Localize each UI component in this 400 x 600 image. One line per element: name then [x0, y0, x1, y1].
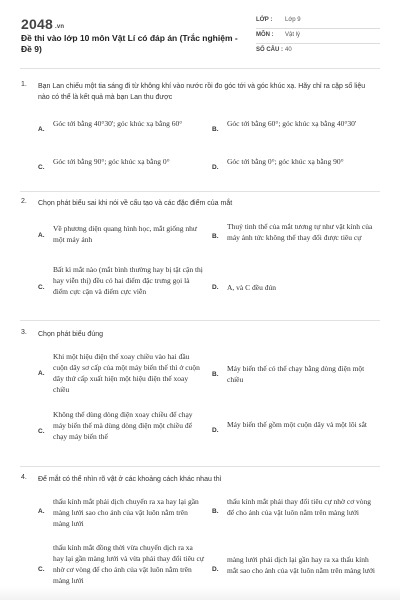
info-row-class [256, 14, 380, 29]
option-label: C. [38, 164, 45, 171]
question-text: Bạn Lan chiếu một tia sáng đi từ không khí vào nước rồi đo góc tới và góc khúc xạ. Hãy chỉ ra cặp số liệu nào có thể là kết quả mà bạn Lan thu được [38, 83, 366, 101]
option-2b[interactable] [212, 221, 380, 257]
option-text: Góc tới bằng 60°; góc khúc xạ bằng 40°30' [227, 119, 357, 128]
option-2a[interactable] [38, 223, 208, 257]
option-2c[interactable] [38, 264, 208, 312]
option-4a[interactable] [38, 496, 208, 530]
option-text: Góc tới bằng 0°; góc khúc xạ bằng 90° [227, 157, 344, 166]
option-3d[interactable] [212, 419, 380, 443]
header [0, 0, 400, 64]
option-label: C. [38, 566, 45, 573]
question-number: 1. [21, 81, 27, 88]
option-label: D. [212, 284, 219, 291]
question-text: Chọn phát biểu đúng [38, 331, 103, 338]
option-text: Về phương diện quang hình học, mắt giống như một máy ảnh [53, 224, 197, 244]
question-text: Để mắt có thể nhìn rõ vật ở các khoảng cách khác nhau thì [38, 476, 222, 483]
page-title: Đề thi vào lớp 10 môn Vật Lí có đáp án (Trắc nghiệm - Đề 9) [21, 33, 238, 54]
option-1b[interactable] [212, 118, 380, 146]
info-value: Vật lý [285, 32, 301, 38]
option-1a[interactable] [38, 118, 203, 146]
option-label: D. [212, 427, 219, 434]
bottom-fade [0, 586, 400, 600]
option-text: A, và C đều đún [227, 283, 276, 292]
question-number: 4. [21, 474, 27, 481]
option-text: thấu kính mắt phải dịch chuyển ra xa hay lại gần màng lưới sao cho ảnh của vật luôn nằm trên màng lưới [53, 497, 199, 528]
option-label: D. [212, 164, 219, 171]
option-3a[interactable] [38, 351, 208, 397]
option-2d[interactable] [212, 282, 380, 296]
info-value: 40 [285, 47, 292, 53]
option-label: C. [38, 284, 45, 291]
divider [20, 191, 380, 192]
option-label: B. [212, 371, 219, 378]
option-3b[interactable] [212, 363, 380, 387]
question-text: Chọn phát biểu sai khi nói về cấu tạo và các đặc điểm của mắt [38, 200, 233, 207]
option-text: Khi một hiệu điện thế xoay chiều vào hai đầu cuộn dây sơ cấp của một máy biến thế thì ở cuộn dây thứ cấp xuất hiện một hiệu điện thế xoay chiều [53, 352, 200, 394]
option-text: Góc tới bằng 40°30'; góc khúc xạ bằng 60° [53, 119, 183, 128]
option-label: D. [212, 566, 219, 573]
site-logo[interactable] [21, 16, 64, 32]
option-label: A. [38, 508, 45, 515]
info-label: MÔN : [256, 32, 274, 38]
option-text: Góc tới bằng 90°; góc khúc xạ bằng 0° [53, 157, 170, 166]
info-label: LỚP : [256, 17, 273, 23]
divider [20, 320, 380, 321]
option-text: Máy biến thế gồm một cuộn dây và một lõi sắt [227, 420, 367, 429]
option-label: B. [212, 233, 219, 240]
option-label: A. [38, 232, 45, 239]
question-number: 2. [21, 198, 27, 205]
option-1c[interactable] [38, 156, 203, 184]
info-row-subject [256, 29, 380, 44]
option-text: Bất kì mắt nào (mắt bình thường hay bị tật cận thị hay viễn thị) đều có hai điểm đặc trưng gọi là điểm cực cận và điểm cực viễn [53, 265, 203, 296]
option-text: Máy biến thế có thể chạy bằng dòng điện một chiều [227, 364, 365, 384]
option-text: thấu kính mắt phải thay đổi tiêu cự nhờ cơ vòng để cho ảnh của vật luôn nằm trên màng lưới [227, 497, 372, 517]
info-label: SỐ CÂU : [256, 47, 283, 53]
option-label: C. [38, 428, 45, 435]
option-label: B. [212, 508, 219, 515]
option-4d[interactable] [212, 554, 380, 588]
option-4b[interactable] [212, 496, 380, 530]
logo-suffix: .vn [54, 24, 65, 30]
info-row-count [256, 44, 380, 58]
option-text: Thuỷ tinh thể của mắt tương tự như vật kính của máy ảnh tức không thể thay đổi được tiêu cự [227, 222, 373, 242]
info-value: Lớp 9 [285, 17, 301, 23]
divider [20, 68, 380, 69]
option-text: Không thể dùng dòng điện xoay chiều để chạy máy biến thế mà dùng dòng điện một chiều để chạy máy biến thế [53, 410, 193, 441]
option-text: thấu kính mắt đồng thời vừa chuyển dịch ra xa hay lại gần màng lưới và vừa phải thay đổi tiêu cự nhờ cơ vòng để cho ảnh của vật luôn nằm trên màng lưới [53, 543, 204, 585]
question-number: 3. [21, 329, 27, 336]
option-3c[interactable] [38, 409, 208, 455]
logo-text: 2048 [21, 16, 53, 32]
option-text: màng lưới phải dịch lại gần hay ra xa thấu kính mắt sao cho ảnh của vật luôn nằm trên màng lưới [227, 555, 375, 575]
option-label: A. [38, 126, 45, 133]
option-label: A. [38, 370, 45, 377]
option-label: B. [212, 126, 219, 133]
divider [20, 466, 380, 467]
option-1d[interactable] [212, 156, 380, 184]
